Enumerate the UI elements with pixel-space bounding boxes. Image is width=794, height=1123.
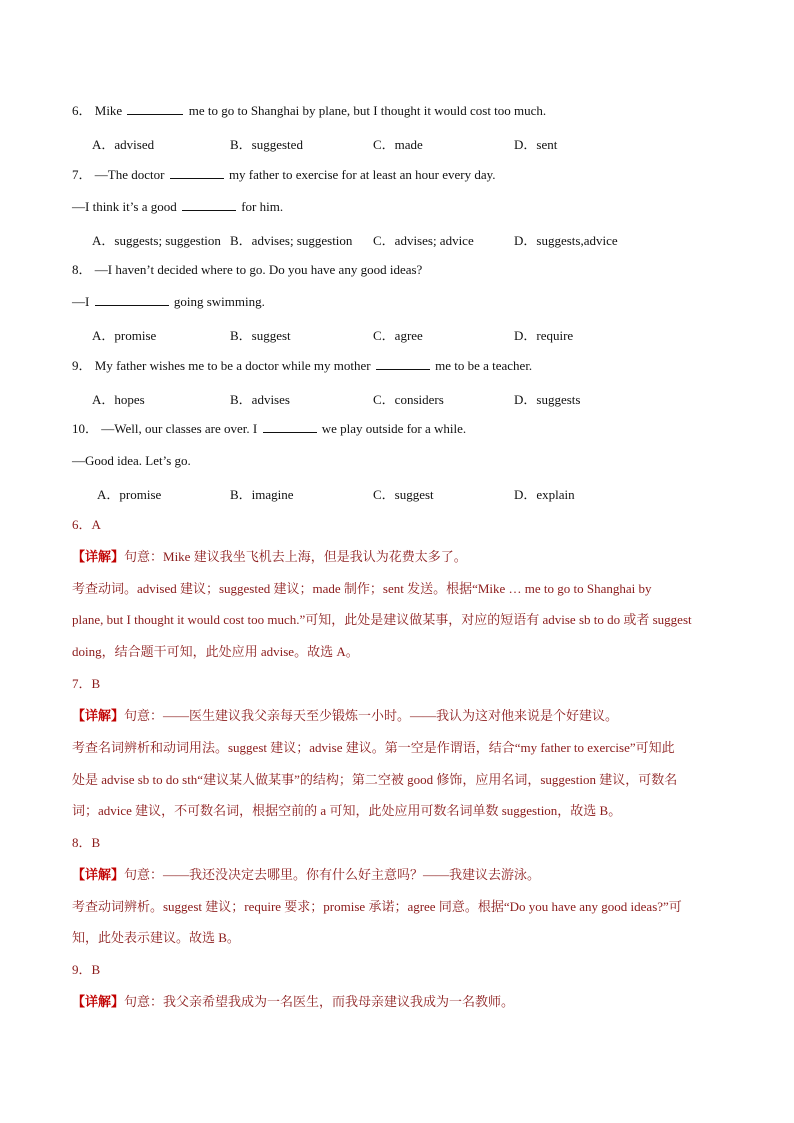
explanation-text: 句意：Mike 建议我坐飞机去上海，但是我认为花费太多了。 bbox=[124, 549, 467, 564]
explanation-text: 考查动词。advised 建议；suggested 建议；made 制作；sent 发送。根据“Mike … me to go to Shanghai by bbox=[72, 581, 652, 596]
question-number: 8． bbox=[72, 262, 92, 277]
explanation-text: 考查名词辨析和动词用法。suggest 建议；advise 建议。第一空是作谓语，结合“my father to exercise”可知此 bbox=[72, 740, 675, 755]
option-d: D．explain bbox=[514, 487, 575, 502]
option-c: C．suggest bbox=[373, 487, 434, 502]
explanation-text: 处是 advise sb to do sth“建议某人做某事”的结构；第二空被 good 修饰，应用名词，suggestion 建议，可数名 bbox=[72, 772, 678, 787]
question-number: 10． bbox=[72, 421, 99, 436]
answer-7-explanation bbox=[72, 771, 677, 789]
question-text: Mike bbox=[94, 103, 123, 118]
option-d: D．require bbox=[514, 328, 574, 343]
answer-9-meaning bbox=[72, 993, 514, 1011]
options-10 bbox=[92, 484, 712, 502]
answer-7-explanation bbox=[72, 739, 675, 757]
question-text: —Good idea. Let’s go. bbox=[72, 453, 191, 468]
option-d: D．suggests,advice bbox=[514, 233, 618, 248]
answer-8-heading bbox=[72, 834, 100, 852]
question-number: 6． bbox=[72, 103, 92, 118]
question-text: my father to exercise for at least an hour every day. bbox=[228, 167, 496, 182]
question-9 bbox=[72, 357, 532, 375]
question-10 bbox=[72, 420, 466, 438]
answer-6-meaning bbox=[72, 548, 467, 566]
explanation-text: 考查动词辨析。suggest 建议；require 要求；promise 承诺；agree 同意。根据“Do you have any good ideas?”可 bbox=[72, 899, 682, 914]
answer-blank bbox=[95, 293, 169, 306]
option-b: B．advises bbox=[230, 392, 290, 407]
option-c: C．advises; advice bbox=[373, 233, 474, 248]
option-b: B．advises; suggestion bbox=[230, 233, 353, 248]
question-text: —I think it’s a good bbox=[72, 199, 177, 214]
answer-blank bbox=[263, 420, 317, 433]
options-8 bbox=[92, 325, 712, 343]
explanation-text: 句意：——我还没决定去哪里。你有什么好主意吗？——我建议去游泳。 bbox=[124, 867, 541, 882]
question-text: me to be a teacher. bbox=[435, 358, 533, 373]
answer-7-meaning bbox=[72, 707, 618, 725]
option-a: A．promise bbox=[97, 487, 162, 502]
option-d: D．suggests bbox=[514, 392, 581, 407]
answer-key: 6．A bbox=[72, 517, 101, 532]
question-number: 7． bbox=[72, 167, 92, 182]
answer-6-explanation bbox=[72, 611, 692, 629]
answer-blank bbox=[376, 357, 430, 370]
question-text: me to go to Shanghai by plane, but I thought it would cost too much. bbox=[188, 103, 547, 118]
question-10-line-2 bbox=[72, 452, 191, 470]
question-6 bbox=[72, 102, 546, 120]
answer-6-heading bbox=[72, 516, 101, 534]
option-c: C．considers bbox=[373, 392, 444, 407]
option-a: A．advised bbox=[92, 137, 155, 152]
question-text: —The doctor bbox=[94, 167, 165, 182]
option-c: C．agree bbox=[373, 328, 423, 343]
option-b: B．imagine bbox=[230, 487, 294, 502]
answer-7-explanation bbox=[72, 802, 621, 820]
question-number: 9． bbox=[72, 358, 92, 373]
answer-8-explanation bbox=[72, 929, 240, 947]
option-d: D．sent bbox=[514, 137, 558, 152]
question-text: we play outside for a while. bbox=[321, 421, 467, 436]
question-7 bbox=[72, 166, 496, 184]
option-a: A．promise bbox=[92, 328, 157, 343]
option-a: A．hopes bbox=[92, 392, 145, 407]
explanation-tag: 【详解】 bbox=[72, 994, 125, 1009]
explanation-tag: 【详解】 bbox=[72, 549, 125, 564]
question-text: going swimming. bbox=[173, 294, 265, 309]
question-text: for him. bbox=[241, 199, 284, 214]
option-b: B．suggested bbox=[230, 137, 303, 152]
explanation-tag: 【详解】 bbox=[72, 708, 125, 723]
question-7-line-2 bbox=[72, 198, 283, 216]
question-text: —I bbox=[72, 294, 90, 309]
answer-key: 7．B bbox=[72, 676, 101, 691]
answer-9-heading bbox=[72, 961, 100, 979]
options-9 bbox=[92, 389, 712, 407]
explanation-text: doing，结合题干可知，此处应用 advise。故选 A。 bbox=[72, 644, 359, 659]
answer-blank bbox=[170, 166, 224, 179]
question-text: —I haven’t decided where to go. Do you have any good ideas? bbox=[94, 262, 423, 277]
options-6 bbox=[92, 134, 712, 152]
question-text: —Well, our classes are over. I bbox=[101, 421, 258, 436]
question-8 bbox=[72, 261, 422, 279]
answer-blank bbox=[182, 198, 236, 211]
answer-7-heading bbox=[72, 675, 100, 693]
explanation-text: 词；advice 建议，不可数名词，根据空前的 a 可知，此处应用可数名词单数 suggestion，故选 B。 bbox=[72, 803, 622, 818]
explanation-tag: 【详解】 bbox=[72, 867, 125, 882]
answer-key: 8．B bbox=[72, 835, 101, 850]
answer-6-explanation bbox=[72, 643, 359, 661]
explanation-text: plane, but I thought it would cost too much.”可知，此处是建议做某事，对应的短语有 advise sb to do 或者 suggest bbox=[72, 612, 692, 627]
answer-8-meaning bbox=[72, 866, 540, 884]
answer-key: 9．B bbox=[72, 962, 101, 977]
option-a: A．suggests; suggestion bbox=[92, 233, 221, 248]
explanation-text: 知，此处表示建议。故选 B。 bbox=[72, 930, 240, 945]
question-text: My father wishes me to be a doctor while my mother bbox=[94, 358, 371, 373]
answer-8-explanation bbox=[72, 898, 682, 916]
options-7 bbox=[92, 230, 712, 248]
answer-6-explanation bbox=[72, 580, 652, 598]
option-c: C．made bbox=[373, 137, 423, 152]
explanation-text: 句意：我父亲希望我成为一名医生，而我母亲建议我成为一名教师。 bbox=[124, 994, 515, 1009]
option-b: B．suggest bbox=[230, 328, 291, 343]
question-8-line-2 bbox=[72, 293, 265, 311]
explanation-text: 句意：——医生建议我父亲每天至少锻炼一小时。——我认为这对他来说是个好建议。 bbox=[124, 708, 619, 723]
answer-blank bbox=[127, 102, 183, 115]
